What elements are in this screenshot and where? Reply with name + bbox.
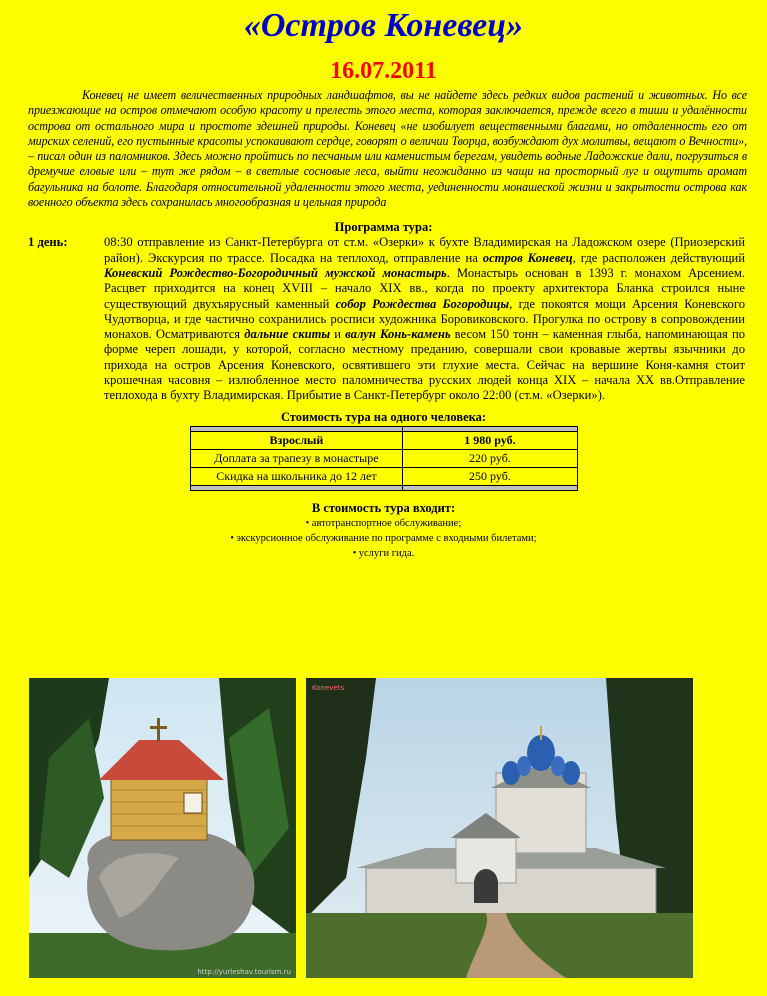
day-description: 08:30 отправление из Санкт-Петербурга от ст.м. «Озерки» к бухте Владимирская на Ладожском озере (Приозерский район). Экскурсия по трассе. Посадка на теплоход, отправление на остров Коневец, где расположен действующий Коневский Рождество-Богородичный мужской монастырь. Монастырь основан в 1393 г. монахом Арсением. Расцвет приходится на конец XVIII – начало XIX вв., когда по проекту архитектора Бланка строился ныне существующий двухъярусный каменный собор Рождества Богородицы, где покоятся мощи Арсения Коневского Чудотворца, и где частично сохранились росписи художника Боровиковского. Прогулка по острову в сопровождении монахов. Осматриваются дальние скиты и валун Конь-камень весом 150 тонн – каменная глыба, напоминающая по форме череп лошади, у которой, согласно местному преданию, совершали свои кровавые жертвы язычники до прихода на остров Арсения Коневского, освятившего эти глухие места. Сейчас на вершине Коня-камня стоит крошечная часовня – излюбленное место паломничества русских людей конца XIX – начала XX вв.Отправление теплохода в бухту Владимирская. Прибытие в Санкт-Петербург около 22:00 (ст.м. «Озерки»). <box>104 235 745 403</box>
table-row: Скидка на школьника до 12 лет 250 руб. <box>190 467 577 485</box>
monastery-photo <box>306 678 693 978</box>
price-title: Стоимость тура на одного человека: <box>280 409 487 424</box>
table-row: Взрослый 1 980 руб. <box>190 431 577 449</box>
price-table <box>190 426 578 491</box>
photo-caption: Konevets <box>312 684 345 692</box>
included-title: В стоимость тура входит: <box>311 500 456 515</box>
table-row: Доплата за трапезу в монастыре 220 руб. <box>190 449 577 467</box>
program-title: Программа тура: <box>334 220 433 235</box>
list-item: • экскурсионное обслуживание по программе с входными билетами; <box>0 531 767 546</box>
list-item: • услуги гида. <box>0 546 767 561</box>
program-day <box>28 235 745 403</box>
day-label: 1 день: <box>28 235 68 250</box>
list-item: • автотранспортное обслуживание; <box>0 516 767 531</box>
photo-row <box>29 678 693 978</box>
tour-date: 16.07.2011 <box>330 58 437 84</box>
page-title: «Остров Коневец» <box>243 7 524 44</box>
photo-caption: http://yurleshav.tourism.ru <box>197 968 291 976</box>
intro-paragraph: Коневец не имеет величественных природных ландшафтов, вы не найдете здесь редких видов растений и животных. Но все приезжающие на остров отмечают особую красоту и прелесть этого места, которая заключается, прежде всего в тиши и удалённости острова от остального мира и простоте здешней природы. Коневец «не изобилует вещественными благами, но отдаленность его от мирских селений, его пустынные красоты успокаивают сердце, говорят о величии Творца, возбуждают дух молитвы, вещают о Вечности», – писал один из паломников. Здесь можно пройтись по песчаным или каменистым берегам, увидеть водные Ладожские дали, погрузиться в дремучие еловые или – тут же рядом – в светлые сосновые леса, выйти неожиданно из чащи на просторный луг и ощутить аромат багульника на болоте. Благодаря относительной удаленности этого места, уединенности монашеской жизни и закрытости острова как военного объекта здесь сохранилась многообразная и цельная природа <box>28 88 747 210</box>
included-list <box>0 516 767 561</box>
chapel-on-rock-photo <box>29 678 296 978</box>
